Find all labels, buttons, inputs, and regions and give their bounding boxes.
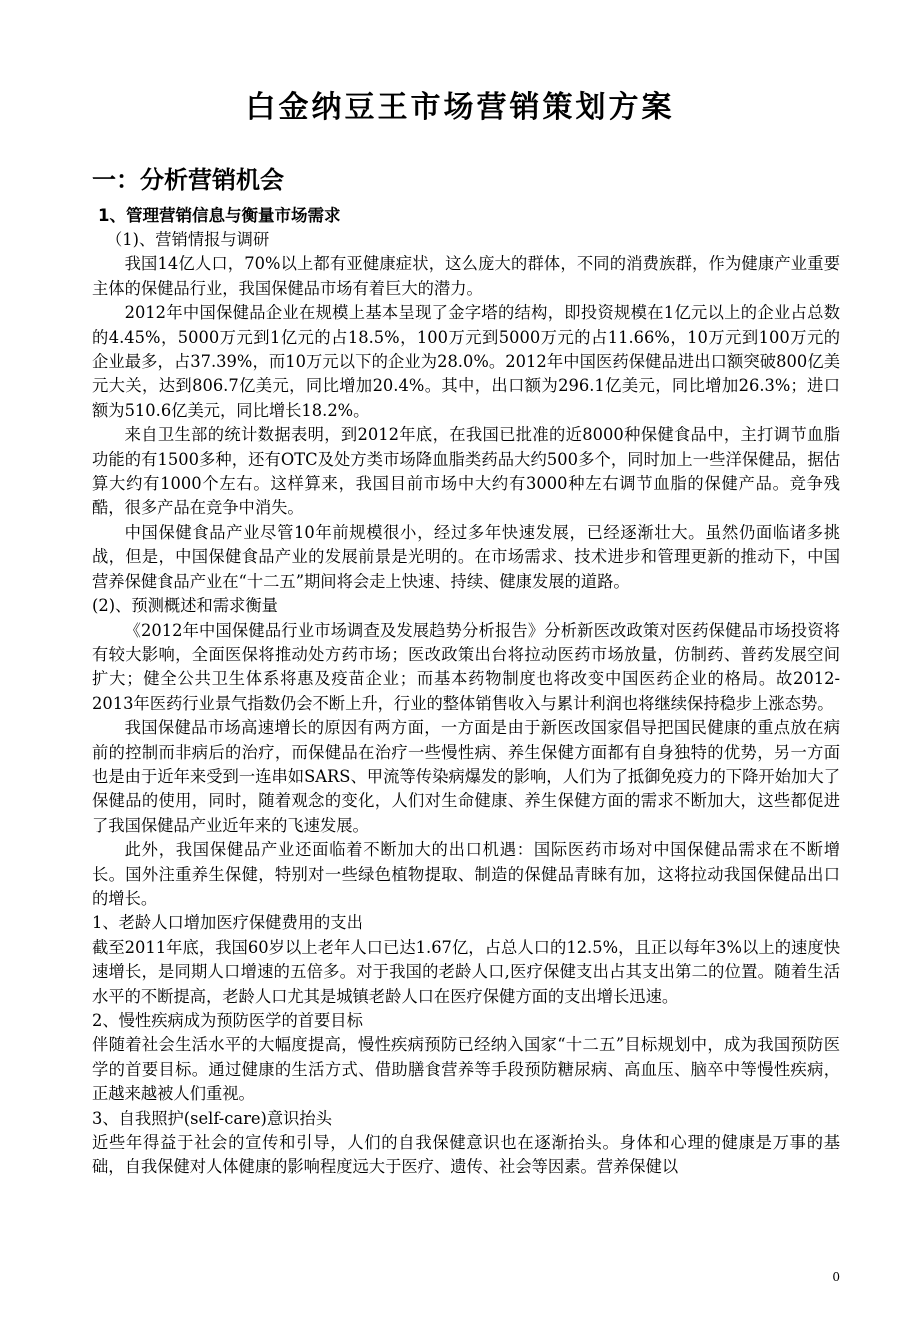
paragraph: 来自卫生部的统计数据表明，到2012年底，在我国已批准的近8000种保健食品中，主打调节血脂功能的有1500多种，还有OTC及处方类市场降血脂类药品大约500多个，同时加上一些洋保健品，据估算大约有1000个左右。这样算来，我国目前市场中大约有3000种左右调节血脂的保健产品。竞争残酷，很多产品在竞争中消失。 [92,425,840,518]
paragraph: 此外，我国保健品产业还面临着不断加大的出口机遇：国际医药市场对中国保健品需求在不断增长。国外注重养生保健，特别对一些绿色植物提取、制造的保健品青睐有加，这将拉动我国保健品出口的增长。 [92,840,840,908]
subsection-heading: 1、管理营销信息与衡量市场需求 [98,206,341,225]
document-body [92,228,840,1180]
page-number: 0 [832,1270,840,1284]
paragraph: 2012年中国保健品企业在规模上基本呈现了金字塔的结构，即投资规模在1亿元以上的企业占总数的4.45%，5000万元到1亿元的占18.5%，100万元到5000万元的占11.66%，10万元到100万元的企业最多，占37.39%，而10万元以下的企业为28.0%。2012年中国医药保健品进出口额突破800亿美元大关，达到806.7亿美元，同比增加20.4%。其中，出口额为296.1亿美元，同比增加26.3%；进口额为510.6亿美元，同比增长18.2%。 [92,303,840,420]
paragraph: 我国14亿人口，70%以上都有亚健康症状，这么庞大的群体，不同的消费族群，作为健康产业重要主体的保健品行业，我国保健品市场有着巨大的潜力。 [92,254,840,298]
list-heading: 2、慢性疾病成为预防医学的首要目标 [92,1011,363,1030]
paragraph-label-forecast: (2)、预测概述和需求衡量 [92,596,278,616]
list-heading: 3、自我照护(self-care)意识抬头 [92,1108,332,1128]
paragraph: 中国保健食品产业尽管10年前规模很小，经过多年快速发展，已经逐渐壮大。虽然仍面临诸多挑战，但是，中国保健食品产业的发展前景是光明的。在市场需求、技术进步和管理更新的推动下，中国营养保健食品产业在“十二五”期间将会走上快速、持续、健康发展的道路。 [92,522,840,591]
paragraph: 《2012年中国保健品行业市场调查及发展趋势分析报告》分析新医改政策对医药保健品市场投资将有较大影响，全面医保将推动处方药市场；医改政策出台将拉动医药市场放量，仿制药、普药发展空间扩大；健全公共卫生体系将惠及疫苗企业；而基本药物制度也将改变中国医药企业的格局。故2012-2013年医药行业景气指数仍会不断上升，行业的整体销售收入与累计利润也将继续保持稳步上涨态势。 [92,620,840,713]
paragraph-label-intel: （1)、营销情报与调研 [106,230,270,249]
list-heading: 1、老龄人口增加医疗保健费用的支出 [92,913,363,933]
paragraph: 伴随着社会生活水平的大幅度提高，慢性疾病预防已经纳入国家“十二五”目标规划中，成为我国预防医学的首要目标。通过健康的生活方式、借助膳食营养等手段预防糖尿病、高血压、脑卒中等慢性疾病，正越来越被人们重视。 [92,1035,840,1104]
paragraph: 截至2011年底，我国60岁以上老年人口已达1.67亿，占总人口的12.5%，且正以每年3%以上的速度快速增长，是同期人口增速的五倍多。对于我国的老龄人口,医疗保健支出占其支出第二的位置。随着生活水平的不断提高，老龄人口尤其是城镇老龄人口在医疗保健方面的支出增长迅速。 [92,937,840,1006]
section-heading: 一：分析营销机会 [92,166,284,194]
paragraph: 近些年得益于社会的宣传和引导，人们的自我保健意识也在逐渐抬头。身体和心理的健康是万事的基础，自我保健对人体健康的影响程度远大于医疗、遗传、社会等因素。营养保健以 [92,1133,840,1177]
paragraph: 我国保健品市场高速增长的原因有两方面，一方面是由于新医改国家倡导把国民健康的重点放在病前的控制而非病后的治疗，而保健品在治疗一些慢性病、养生保健方面都有自身独特的优势，另一方面也是由于近年来受到一连串如SARS、甲流等传染病爆发的影响，人们为了抵御免疫力的下降开始加大了保健品的使用，同时，随着观念的变化，人们对生命健康、养生保健方面的需求不断加大，这些都促进了我国保健品产业近年来的飞速发展。 [92,718,840,835]
document-title: 白金纳豆王市场营销策划方案 [245,90,675,125]
